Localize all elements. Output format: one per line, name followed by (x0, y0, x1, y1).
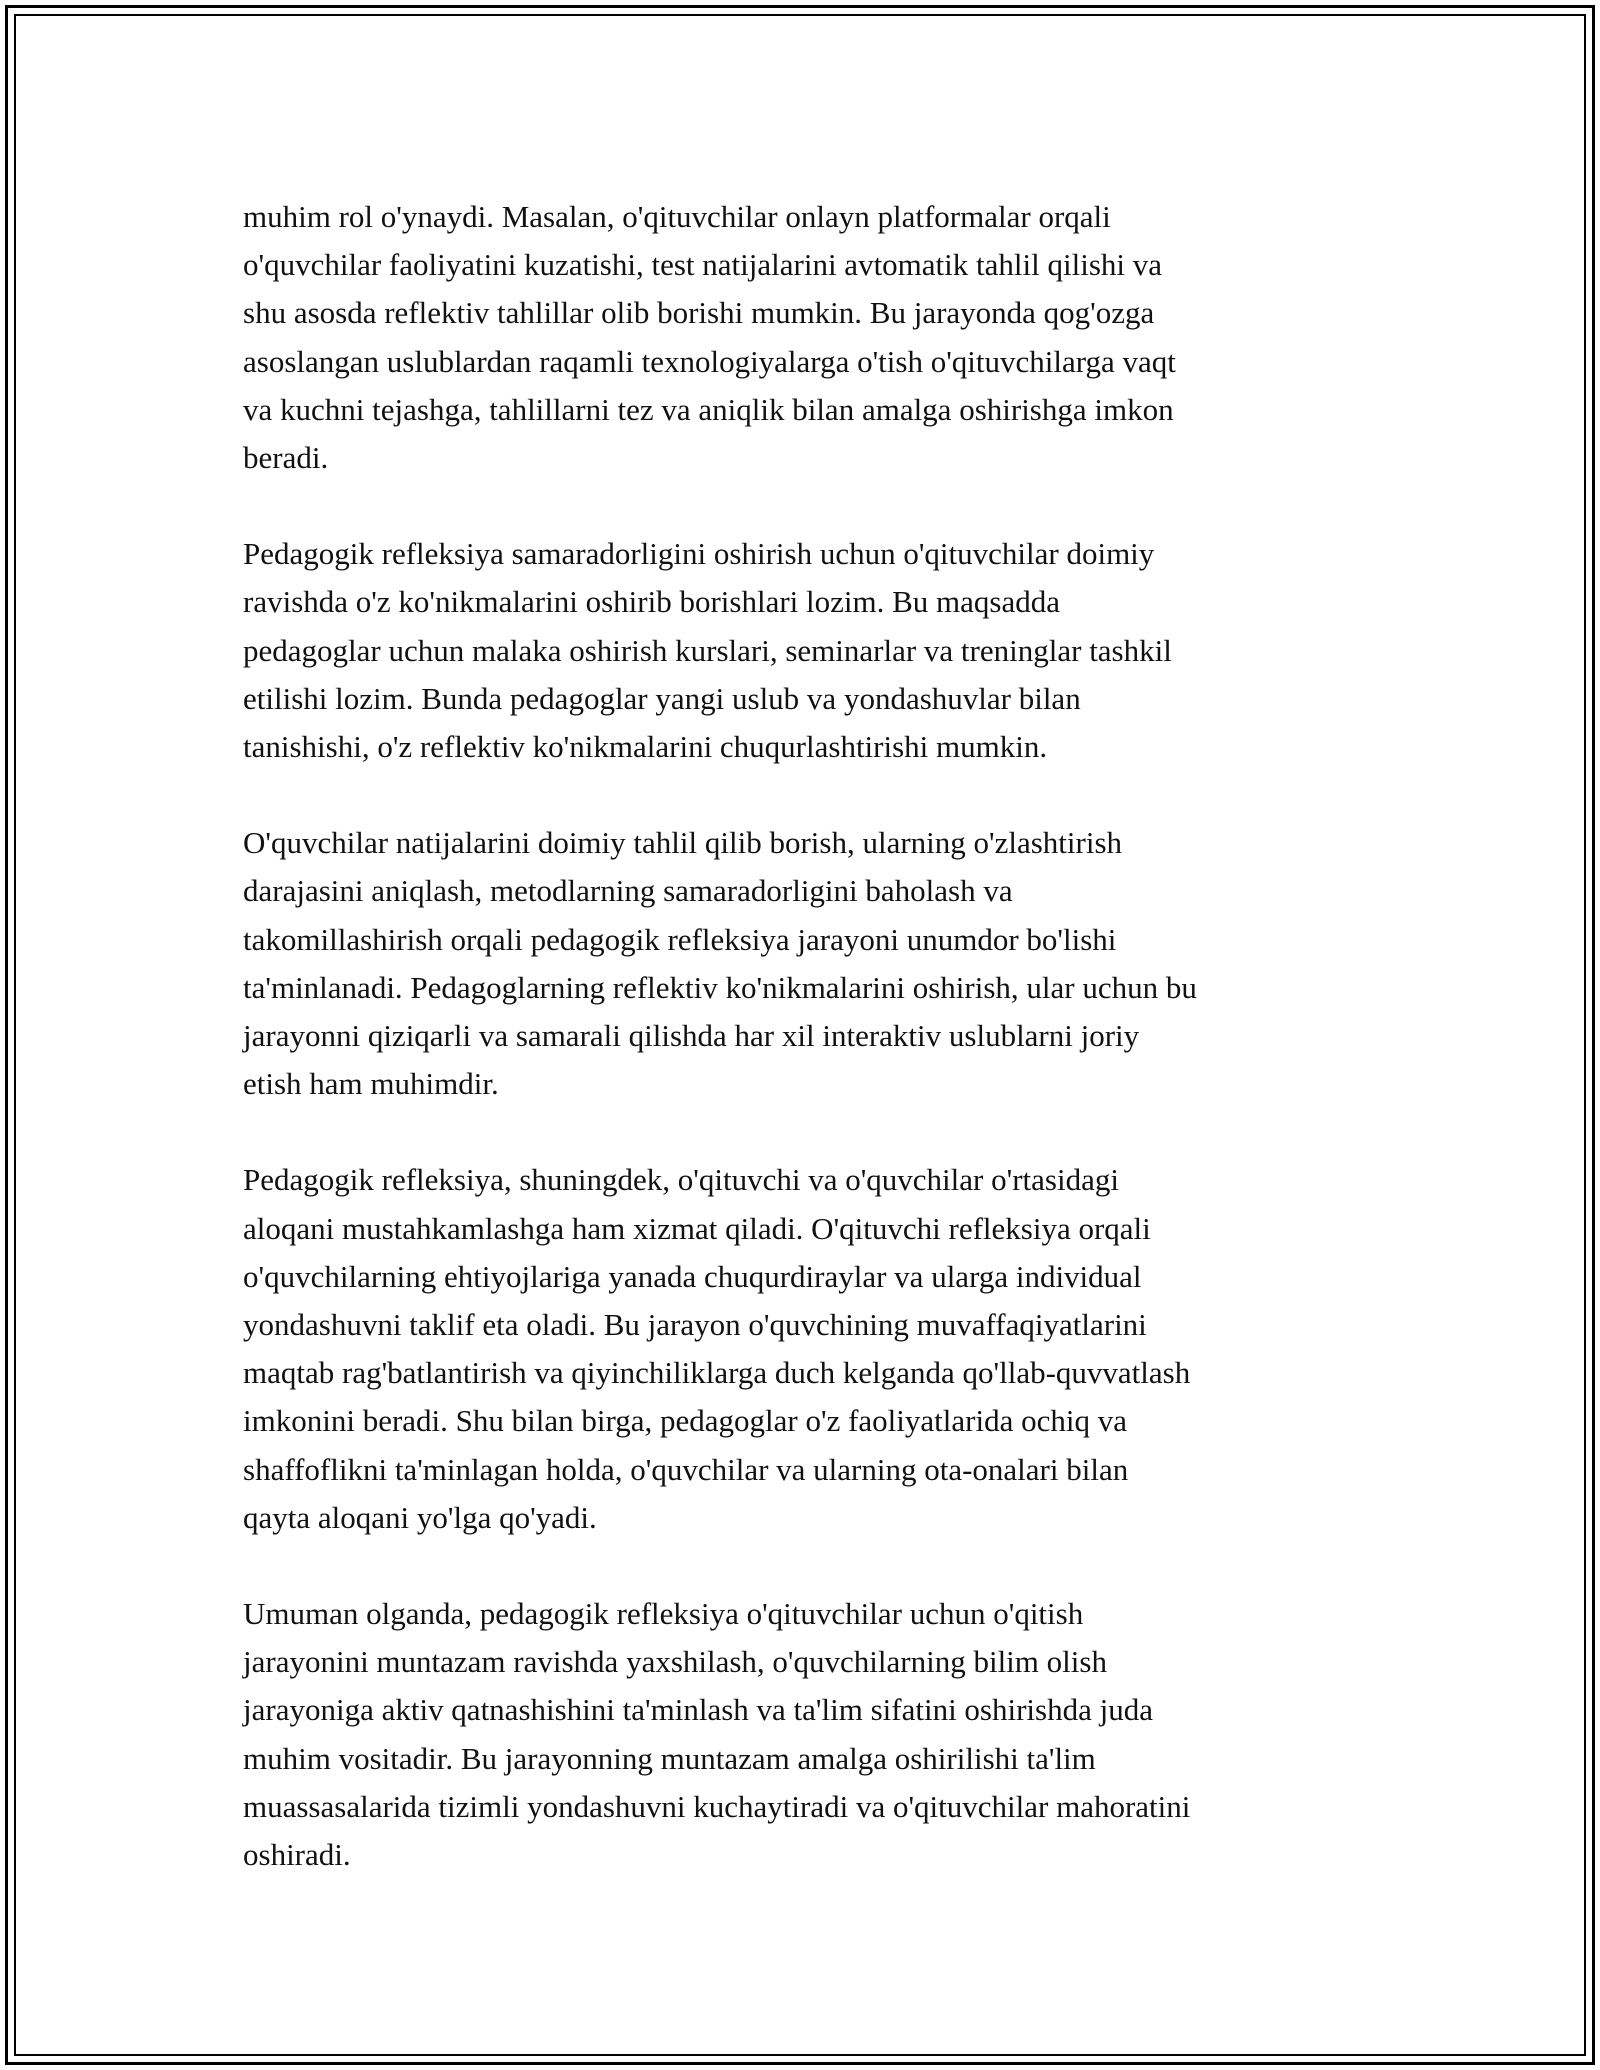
paragraph-student-results: O'quvchilar natijalarini doimiy tahlil qilib borish, ularning o'zlashtirish darajasini aniqlash, metodlarning samaradorligini baholash va takomillashirish orqali pedagogik refleksiya jarayoni unumdor bo'lishi ta'minlanadi. Pedagoglarning reflektiv ko'nikmalarini oshirish, ular uchun bu jarayonni qiziqarli va samarali qilishda har xil interaktiv uslublarni joriy etish ham muhimdir. (243, 825, 1197, 1102)
paragraph-digital-tools: muhim rol o'ynaydi. Masalan, o'qituvchilar onlayn platformalar orqali o'quvchilar faoliyatini kuzatishi, test natijalarini avtomatik tahlil qilishi va shu asosda reflektiv tahlillar olib borishi mumkin. Bu jarayonda qog'ozga asoslangan uslublardan raqamli texnologiyalarga o'tish o'qituvchilarga vaqt va kuchni tejashga, tahlillarni tez va aniqlik bilan amalga oshirishga imkon beradi. (243, 199, 1176, 476)
paragraph-teacher-skills: Pedagogik refleksiya samaradorligini oshirish uchun o'qituvchilar doimiy ravishda o'z ko'nikmalarini oshirib borishlari lozim. Bu maqsadda pedagoglar uchun malaka oshirish kurslari, seminarlar va treninglar tashkil etilishi lozim. Bunda pedagoglar yangi uslub va yondashuvlar bilan tanishishi, o'z reflektiv ko'nikmalarini chuqurlashtirishi mumkin. (243, 536, 1172, 765)
paragraph-teacher-student-relations: Pedagogik refleksiya, shuningdek, o'qituvchi va o'quvchilar o'rtasidagi aloqani mustahkamlashga ham xizmat qiladi. O'qituvchi refleksiya orqali o'quvchilarning ehtiyojlariga yanada chuqurdiraylar va ularga individual yondashuvni taklif eta oladi. Bu jarayon o'quvchining muvaffaqiyatlarini maqtab rag'batlantirish va qiyinchiliklarga duch kelganda qo'llab-quvvatlash imkonini beradi. Shu bilan birga, pedagoglar o'z faoliyatlarida ochiq va shaffoflikni ta'minlagan holda, o'quvchilar va ularning ota-onalari bilan qayta aloqani yo'lga qo'yadi. (243, 1162, 1191, 1535)
paragraph-conclusion: Umuman olganda, pedagogik refleksiya o'qituvchilar uchun o'qitish jarayonini muntazam ravishda yaxshilash, o'quvchilarning bilim olish jarayoniga aktiv qatnashishini ta'minlash va ta'lim sifatini oshirishda juda muhim vositadir. Bu jarayonning muntazam amalga oshirilishi ta'lim muassasalarida tizimli yondashuvni kuchaytiradi va o'qituvchilar mahoratini oshiradi. (243, 1596, 1191, 1873)
page-frame (5, 5, 1595, 2065)
document-body (243, 193, 1388, 1879)
